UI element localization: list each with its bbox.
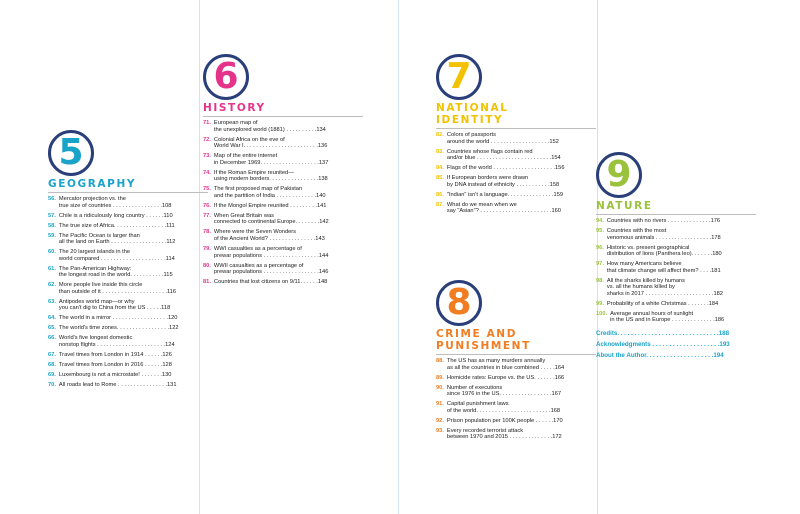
toc-entry-number: 56. <box>48 196 56 202</box>
toc-entry[interactable] <box>48 315 208 322</box>
toc-entry-number: 62. <box>48 282 56 289</box>
toc-entry[interactable] <box>596 301 756 308</box>
toc-entry-number: 63. <box>48 298 56 305</box>
toc-entry-number: 99. <box>596 300 604 307</box>
toc-entry-title: Countries whose flags contain red and/or blue . . . . . . . . . . . . . . . . . . . . . . . .154 <box>446 148 561 162</box>
back-matter-entry[interactable] <box>596 330 756 337</box>
chapter-heading: HISTORY <box>203 102 266 114</box>
toc-entry-number: 71. <box>203 120 211 126</box>
toc-entry[interactable] <box>596 311 756 324</box>
divider <box>48 192 208 193</box>
back-matter-title: Credits. . . . . . . . . . . . . . . . . . . . . . . . . . . . . .188 <box>596 330 730 338</box>
toc-entry[interactable] <box>48 382 208 389</box>
toc-entry[interactable] <box>596 218 756 225</box>
toc-entry-list <box>48 196 208 389</box>
toc-entry-number: 70. <box>48 381 56 388</box>
toc-entry-title: Historic vs. present geographical distribution of lions (Panthera leo). . . . . . .180 <box>606 244 722 258</box>
toc-entry-title: The 20 largest islands in the world compared . . . . . . . . . . . . . . . . . . . . .114 <box>58 249 175 262</box>
toc-entry[interactable] <box>203 229 363 242</box>
toc-entry-title: Where were the Seven Wonders of the Ancient World? . . . . . . . . . . . . . . .143 <box>213 229 325 243</box>
toc-entry-number: 90. <box>436 384 444 391</box>
toc-entry[interactable] <box>203 246 363 259</box>
toc-entry-title: Chile is a ridiculously long country . . . . . .110 <box>58 212 173 219</box>
toc-entry[interactable] <box>48 213 208 220</box>
toc-entry-title: If European borders were drawn by DNA instead of ethnicity . . . . . . . . . . .158 <box>446 175 560 188</box>
section-national-identity <box>436 54 596 218</box>
toc-entry-title: Countries with no rivers . . . . . . . . . . . . . .176 <box>606 218 721 224</box>
toc-entry-list <box>596 218 756 324</box>
toc-entry[interactable] <box>436 132 596 145</box>
chapter-heading: GEOGRAPHY <box>48 178 137 190</box>
toc-entry-number: 57. <box>48 212 56 219</box>
toc-entry-number: 93. <box>436 427 444 434</box>
toc-entry[interactable] <box>436 202 596 215</box>
toc-entry-title: WWI casualties as a percentage of prewar populations . . . . . . . . . . . . . . . . . .144 <box>213 246 329 259</box>
toc-entry-title: The first proposed map of Pakistan and the partition of India . . . . . . . . . . . . .140 <box>213 186 326 199</box>
back-matter-entry[interactable] <box>596 352 756 359</box>
toc-entry-number: 65. <box>48 325 56 332</box>
column-guide <box>398 0 399 514</box>
toc-entry-number: 81. <box>203 279 211 286</box>
toc-entry-title: WWII casualties as a percentage of prewar populations . . . . . . . . . . . . . . . . . .146 <box>213 262 329 276</box>
toc-entry-title: Countries that lost citizens on 9/11. . . . . .148 <box>213 279 328 286</box>
divider <box>436 354 596 355</box>
toc-entry-title: The Pacific Ocean is larger than all the land on Earth . . . . . . . . . . . . . . . . . .112 <box>58 232 176 246</box>
toc-entry-list <box>436 132 596 215</box>
toc-entry-title: Probability of a white Christmas . . . . . . .184 <box>606 300 719 307</box>
toc-entry-title: What do we mean when we say "Asian"? . . . . . . . . . . . . . . . . . . . . . . .160 <box>446 201 561 215</box>
toc-entry-number: 69. <box>48 371 56 378</box>
chapter-number-badge: 8 <box>436 280 482 326</box>
toc-entry-number: 76. <box>203 202 211 209</box>
toc-entry[interactable] <box>48 372 208 379</box>
toc-entry[interactable] <box>596 278 756 298</box>
toc-entry-title: Prison population per 100K people . . . . . .170 <box>446 417 563 424</box>
toc-entry[interactable] <box>436 375 596 382</box>
toc-entry-title: The world in a mirror . . . . . . . . . . . . . . . . . .120 <box>58 315 178 322</box>
toc-entry-number: 59. <box>48 232 56 239</box>
toc-entry-number: 72. <box>203 136 211 143</box>
back-matter-list <box>596 330 756 359</box>
section-history <box>203 54 363 289</box>
toc-entry[interactable] <box>48 299 208 312</box>
toc-entry-number: 80. <box>203 262 211 269</box>
toc-entry-list <box>436 358 596 441</box>
toc-entry-title: Travel times from London in 2016 . . . . . .128 <box>58 361 172 368</box>
chapter-heading: NATIONAL IDENTITY <box>436 102 509 126</box>
toc-entry-title: Map of the entire internet in December 1969. . . . . . . . . . . . . . . . . . .137 <box>213 153 329 166</box>
toc-entry-number: 88. <box>436 358 444 364</box>
toc-entry-number: 61. <box>48 265 56 272</box>
toc-entry-number: 83. <box>436 148 444 155</box>
back-matter-title: About the Author. . . . . . . . . . . . . . . . . . . .194 <box>596 352 724 360</box>
toc-entry-number: 66. <box>48 335 56 342</box>
toc-entry[interactable] <box>48 196 208 209</box>
toc-entry-title: World's five longest domestic nonstop flights . . . . . . . . . . . . . . . . . . . . . .124 <box>58 335 175 348</box>
toc-entry-title: All the sharks killed by humans vs. all the humans killed by sharks in 2017 . . . . . . . . . . . . . . . . . . . . . .182 <box>606 277 723 297</box>
toc-entry-number: 75. <box>203 186 211 193</box>
toc-entry[interactable] <box>436 175 596 188</box>
toc-entry-title: Countries with the most venomous animals . . . . . . . . . . . . . . . . . .178 <box>606 227 721 241</box>
toc-entry-title: Average annual hours of sunlight in the US and in Europe . . . . . . . . . . . . . .186 <box>610 310 725 324</box>
toc-entry-number: 86. <box>436 191 444 198</box>
toc-entry-title: Flags of the world . . . . . . . . . . . . . . . . . . . .156 <box>446 165 565 172</box>
divider <box>436 128 596 129</box>
toc-entry-number: 60. <box>48 249 56 256</box>
toc-entry-title: Colonial Africa on the eve of World War I. . . . . . . . . . . . . . . . . . . . . . . .136 <box>213 136 328 150</box>
toc-entry[interactable] <box>596 228 756 241</box>
toc-entry-number: 64. <box>48 315 56 322</box>
toc-entry-number: 97. <box>596 261 604 268</box>
toc-entry[interactable] <box>48 233 208 246</box>
toc-entry-title: More people live inside this circle than outside of it . . . . . . . . . . . . . . . . . . . . .116 <box>58 282 177 295</box>
back-matter-entry[interactable] <box>596 341 756 348</box>
toc-entry-number: 85. <box>436 175 444 182</box>
toc-entry-number: 94. <box>596 218 604 224</box>
toc-entry-number: 87. <box>436 201 444 208</box>
toc-entry-title: If the Mongol Empire reunited . . . . . . . . .141 <box>213 202 327 209</box>
toc-entry-title: Capital punishment laws of the world. . . . . . . . . . . . . . . . . . . . . . . .168 <box>446 401 561 414</box>
toc-entry[interactable] <box>203 213 363 226</box>
toc-entry[interactable] <box>48 266 208 279</box>
toc-entry[interactable] <box>48 223 208 230</box>
chapter-number-badge: 6 <box>203 54 249 100</box>
toc-entry-title: Antipodes world map—or why you can't dig to China from the US . . . . .118 <box>58 298 171 312</box>
toc-entry-title: All roads lead to Rome . . . . . . . . . . . . . . . .131 <box>58 381 177 388</box>
toc-entry[interactable] <box>203 203 363 210</box>
section-nature <box>596 152 756 363</box>
toc-entry-title: "Indian" isn't a language. . . . . . . . . . . . . . .159 <box>446 191 564 198</box>
toc-entry-number: 98. <box>596 277 604 284</box>
toc-entry[interactable] <box>436 428 596 441</box>
toc-entry-number: 77. <box>203 212 211 219</box>
toc-entry-number: 82. <box>436 132 444 138</box>
toc-entry-title: Homicide rates: Europe vs. the US. . . . . . .166 <box>446 374 565 381</box>
toc-entry-title: Travel times from London in 1914 . . . . . .126 <box>58 351 172 358</box>
toc-entry[interactable] <box>48 325 208 332</box>
toc-entry-number: 78. <box>203 229 211 236</box>
divider <box>203 116 363 117</box>
chapter-number-badge: 9 <box>596 152 642 198</box>
toc-entry[interactable] <box>203 186 363 199</box>
toc-entry[interactable] <box>48 282 208 295</box>
section-geography <box>48 130 208 392</box>
toc-entry-title: When Great Britain was connected to continental Europe. . . . . . . .142 <box>213 212 329 226</box>
toc-entry[interactable] <box>48 249 208 262</box>
toc-entry[interactable] <box>203 279 363 286</box>
toc-entry[interactable] <box>203 170 363 183</box>
toc-entry-title: Every recorded terrorist attack between 1970 and 2015 . . . . . . . . . . . . . .172 <box>446 427 562 441</box>
toc-entry-number: 100. <box>596 310 608 317</box>
toc-entry[interactable] <box>48 335 208 348</box>
toc-entry-number: 73. <box>203 153 211 160</box>
toc-entry-title: How many Americans believe that climate change will affect them? . . . .181 <box>606 261 721 274</box>
toc-entry-title: Mercator projection vs. the true size of countries . . . . . . . . . . . . . . . .108 <box>58 196 172 209</box>
toc-entry[interactable] <box>596 245 756 258</box>
toc-entry-number: 74. <box>203 169 211 176</box>
toc-entry[interactable] <box>48 352 208 359</box>
toc-entry[interactable] <box>203 120 363 133</box>
toc-entry-number: 58. <box>48 222 56 229</box>
toc-entry-title: European map of the unexplored world (1881) . . . . . . . . . .134 <box>213 120 326 133</box>
toc-entry-number: 84. <box>436 165 444 172</box>
toc-entry[interactable] <box>436 401 596 414</box>
toc-entry-number: 68. <box>48 361 56 368</box>
toc-entry[interactable] <box>436 149 596 162</box>
chapter-heading: CRIME AND PUNISHMENT <box>436 328 531 352</box>
toc-entry[interactable] <box>48 362 208 369</box>
toc-entry[interactable] <box>203 153 363 166</box>
chapter-number-badge: 7 <box>436 54 482 100</box>
toc-entry[interactable] <box>436 165 596 172</box>
toc-entry-title: The world's time zones. . . . . . . . . . . . . . . . .122 <box>58 325 179 332</box>
toc-entry[interactable] <box>436 385 596 398</box>
toc-entry-title: The Pan-American Highway: the longest road in the world. . . . . . . . . . .115 <box>58 265 173 279</box>
toc-entry-number: 79. <box>203 246 211 253</box>
toc-entry-title: If the Roman Empire reunited— using modern borders. . . . . . . . . . . . . . . .138 <box>213 169 328 183</box>
back-matter-title: Acknowledgments . . . . . . . . . . . . . . . . . . . .193 <box>596 341 730 349</box>
toc-entry-title: The US has as many murders annually as all the countries in blue combined . . . . .164 <box>446 358 565 371</box>
chapter-heading: NATURE <box>596 200 653 212</box>
divider <box>596 214 756 215</box>
toc-entry[interactable] <box>436 418 596 425</box>
toc-entry[interactable] <box>436 358 596 371</box>
toc-entry[interactable] <box>203 263 363 276</box>
section-crime-and-punishment <box>436 280 596 444</box>
toc-entry-title: Number of executions since 1976 in the US. . . . . . . . . . . . . . . . .167 <box>446 384 562 398</box>
toc-entry[interactable] <box>436 192 596 199</box>
chapter-number-badge: 5 <box>48 130 94 176</box>
toc-entry-list <box>203 120 363 286</box>
toc-entry-number: 67. <box>48 351 56 358</box>
toc-entry-number: 91. <box>436 401 444 408</box>
toc-entry-number: 96. <box>596 244 604 251</box>
toc-entry-title: Colors of passports around the world . . . . . . . . . . . . . . . . . . .152 <box>446 132 559 145</box>
toc-entry-title: The true size of Africa. . . . . . . . . . . . . . . . .111 <box>58 222 175 229</box>
toc-entry[interactable] <box>203 137 363 150</box>
toc-entry-title: Luxembourg is not a microstate! . . . . . . .130 <box>58 371 172 378</box>
toc-entry-number: 95. <box>596 227 604 234</box>
toc-entry[interactable] <box>596 261 756 274</box>
toc-entry-number: 92. <box>436 417 444 424</box>
toc-entry-number: 89. <box>436 374 444 381</box>
